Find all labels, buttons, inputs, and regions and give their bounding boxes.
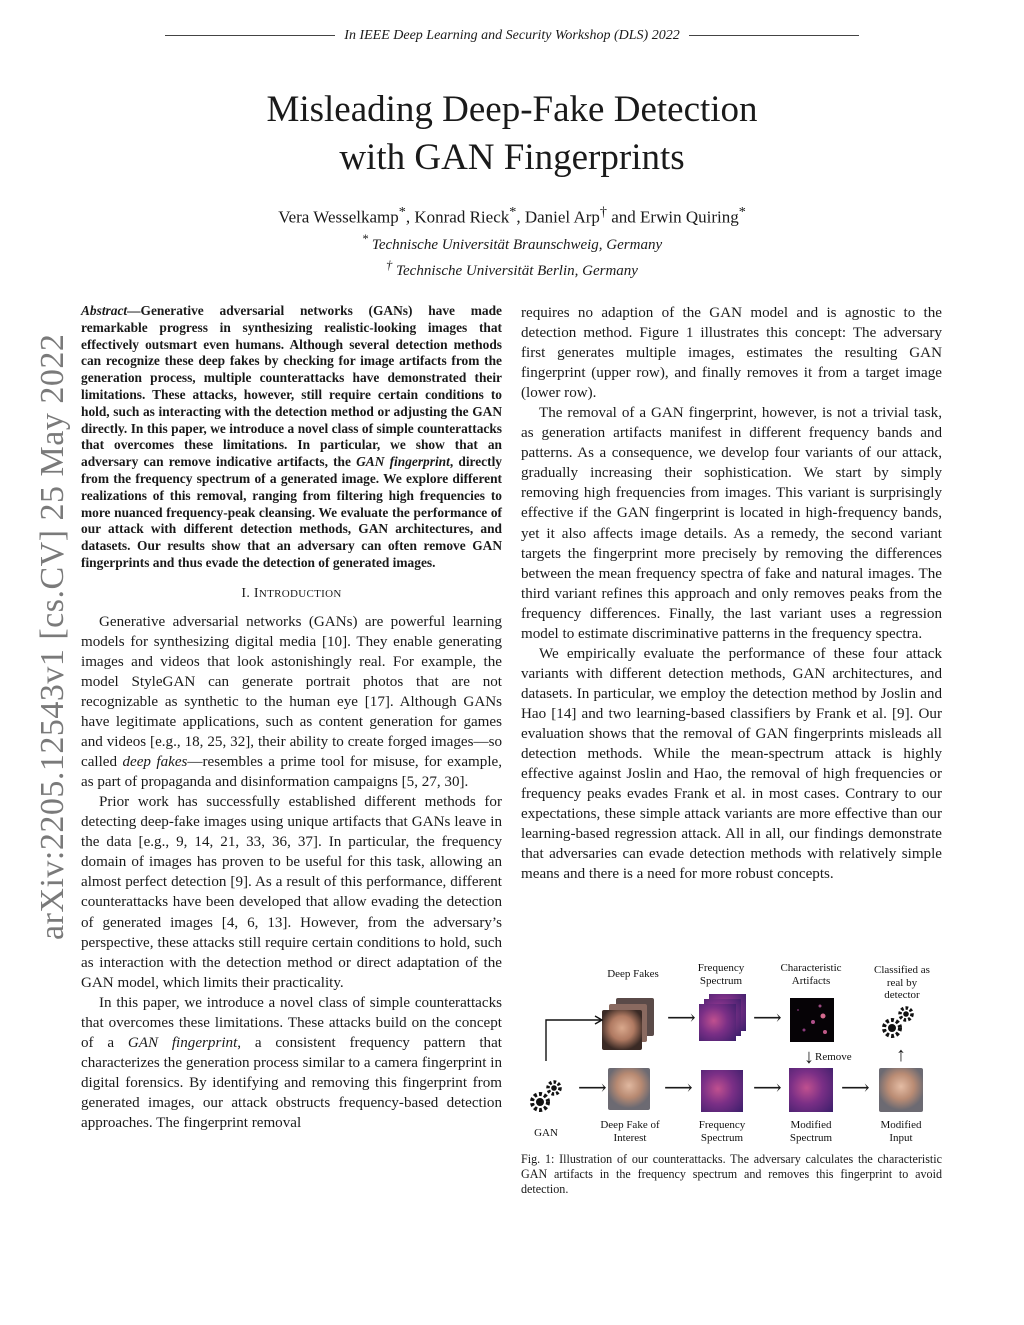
author-block xyxy=(0,201,1024,281)
arxiv-watermark: arXiv:2205.12543v1 [cs.CV] 25 May 2022 xyxy=(34,333,71,940)
author-2-mark: * xyxy=(509,204,517,220)
right-paragraph-1: requires no adaption of the GAN model and is agnostic to the detection method. Figure 1 illustrates this concept: The adversary first generates multiple images, estimates the resulting GAN fingerprint (upper row), and finally removes it from a target image (lower row). xyxy=(521,305,942,402)
abstract-text: —Generative adversarial networks (GANs) have made remarkable progress in synthesizing realistic-looking images that effectively outsmart even humans. Although several detection methods can recognize these deep fakes by checking for image artifacts from the generation process, multiple counterattacks have demonstrated their limitations. These attacks, however, still require certain conditions to hold, such as interacting with the detection method or adjusting the GAN directly. In this paper, we introduce a novel class of simple counterattacks that overcomes these limitations. In particular, we show that an adversary can remove indicative artifacts, the xyxy=(81,303,502,470)
artifact-map xyxy=(790,998,834,1042)
affiliation-2 xyxy=(0,255,1024,281)
intro-p3-text: In this paper, we introduce a novel class of simple counterattacks that overcomes these limitations. These attacks build on the concept of a xyxy=(81,994,502,1051)
running-header xyxy=(0,28,1024,44)
gan-gear-icon xyxy=(527,1076,567,1116)
section-heading-introduction xyxy=(81,584,502,604)
label-gan: GAN xyxy=(534,1127,558,1139)
aff-1-mark: * xyxy=(361,231,369,246)
arrow-bottom-1: ⟶ xyxy=(578,1077,607,1099)
intro-paragraph-1 xyxy=(81,612,502,792)
abstract xyxy=(81,303,502,572)
spectrum-bottom xyxy=(701,1070,743,1112)
section-rest: NTRODUCTION xyxy=(258,587,342,600)
abstract-emphasis: GAN fingerprint xyxy=(356,454,450,470)
section-first-letter: I xyxy=(253,585,259,601)
author-2: Konrad Rieck xyxy=(414,207,510,227)
section-number: I. xyxy=(241,585,254,601)
abstract-text-2: , directly from the frequency spectrum of a generated image. We explore different realizations of this removal, ranging from filtering high frequencies to more nuanced frequency-peak cleansing. We evaluate the performance of our attack with different detection methods, GAN architectures, and datasets. Our results show that an adversary can often remove GAN fingerprints and thus evade the detection of generated images. xyxy=(81,454,502,570)
author-3-mark: † xyxy=(599,204,607,220)
aff-1-text: Technische Universität Braunschweig, Germany xyxy=(371,236,663,253)
affiliation-1 xyxy=(0,229,1024,255)
modified-spectrum xyxy=(789,1068,833,1112)
arrow-bottom-4: ⟶ xyxy=(841,1077,870,1099)
header-text: In IEEE Deep Learning and Security Workshop (DLS) 2022 xyxy=(344,28,680,43)
author-list: Vera Wesselkamp*, Konrad Rieck*, Daniel Arp† and Erwin Quiring* xyxy=(278,204,746,227)
label-modified-spectrum: Modified Spectrum xyxy=(789,1119,833,1144)
label-modified-input: Modified Input xyxy=(880,1119,922,1144)
arrow-bottom-2: ⟶ xyxy=(664,1077,693,1099)
right-paragraph-2: The removal of a GAN fingerprint, however, is not a trivial task, as generation artifacts manifest in different frequency bands and patterns. As a consequence, we develop four variants of our attack, gradually increasing their sophistication. We start by simply removing high frequencies from images. This variant is surprisingly effective if the GAN fingerprint is located in high-frequency bands, yet it also affects image details. As a remedy, the second variant targets the fingerprint more precisely by removing the differences between the mean frequency spectra of fake and natural images. The third variant refines this approach and only removes peaks from the frequency differences. Finally, the last variant uses a regression model to estimate discriminative patterns in the frequency spectra. xyxy=(521,405,942,642)
header-rule-right xyxy=(689,35,859,36)
author-3: Daniel Arp xyxy=(524,207,600,227)
arrow-top-2: ⟶ xyxy=(753,1007,782,1029)
author-4: Erwin Quiring xyxy=(640,207,739,227)
aff-2-mark: † xyxy=(386,257,393,272)
label-remove: Remove xyxy=(815,1051,852,1063)
label-deep-fakes: Deep Fakes xyxy=(607,968,659,980)
title-line-2: with GAN Fingerprints xyxy=(339,137,685,178)
arrow-up-detector: ↑ xyxy=(896,1044,906,1066)
intro-p3-text-2: , a consistent frequency pattern that characterizes the generation process similar to a camera fingerprint in digital forensics. By identifying and removing this fingerprint from generated images, our attack obstructs frequency-based detection approaches. The fingerprint removal xyxy=(81,1034,502,1131)
label-frequency-spectrum-top: Frequency Spectrum xyxy=(697,962,745,987)
intro-p3-emphasis: GAN fingerprint xyxy=(127,1034,238,1051)
gan-connector xyxy=(539,1015,609,1065)
arrow-top-1: ⟶ xyxy=(667,1007,696,1029)
figure-caption: Fig. 1: Illustration of our counterattacks. The adversary calculates the characteristic GAN artifacts in the frequency spectrum and removes this fingerprint to avoid detection. xyxy=(521,1152,942,1197)
intro-paragraph-2: Prior work has successfully established different methods for detecting deep-fake images using unique artifacts that GANs leave in the data [e.g., 9, 14, 21, 33, 36, 37]. In particular, the frequency domain of images has proven to be useful for this task, allowing an almost perfect detection [9]. As a result of this performance, different counterattacks have been developed that allow evading the detection of generated images [4, 6, 13]. However, from the adversary’s perspective, these attacks still require certain conditions to hold, such as interaction with the detection method or direct adaptation of the GAN model, which limits their practicality. xyxy=(81,794,502,991)
figure-1 xyxy=(521,955,942,1155)
gear-icon xyxy=(879,1002,919,1042)
header-rule-left xyxy=(165,35,335,36)
artifact-dots xyxy=(790,998,834,1042)
right-column xyxy=(521,303,942,884)
author-4-mark: * xyxy=(738,204,746,220)
intro-p1-text: Generative adversarial networks (GANs) are powerful learning models for synthesizing digital media [10]. They enable generating images and videos that look astonishingly real. For example, the model StyleGAN can generate portrait photos that are not recognizable as synthetic to the human eye [17]. Although GANs have legitimate applications, such as content generation for games and videos [e.g., 18, 25, 32], their ability to create forged images—so called xyxy=(81,613,502,771)
author-1: Vera Wesselkamp xyxy=(278,207,399,227)
spectrum-stack-1 xyxy=(699,1004,736,1041)
arrow-down-remove: ↓ xyxy=(804,1046,814,1068)
paper-title xyxy=(0,86,1024,182)
modified-input-face xyxy=(879,1068,923,1112)
title-line-1: Misleading Deep-Fake Detection xyxy=(266,89,758,130)
intro-paragraph-3 xyxy=(81,993,502,1133)
deep-fake-interest-face xyxy=(608,1068,650,1110)
right-paragraph-3: We empirically evaluate the performance of these four attack variants with different detection methods, GAN architectures, and datasets. In particular, we employ the detection method by Joslin and Hao [14] and two learning-based classifiers by Frank et al. [9]. Our evaluation shows that the removal of GAN fingerprints misleads all detection methods. While the mean-spectrum attack is highly effective against Joslin and Hao, the removal of high frequencies or frequency peaks evades Frank et al. in most cases. Contrary to our expectations, these simple attack variants are more effective than our learning-based regression attack. All in all, our findings demonstrate that adversaries can evade detection methods with relatively simple means and there is a need for more robust concepts. xyxy=(521,645,942,883)
label-classified-real: Classified as real by detector xyxy=(874,964,930,1001)
aff-2-text: Technische Universität Berlin, Germany xyxy=(396,262,638,279)
label-deep-fake-interest: Deep Fake of Interest xyxy=(600,1119,660,1144)
author-1-mark: * xyxy=(398,204,406,220)
intro-p1-text-2: —resembles a prime tool for misuse, for example, as part of propaganda and disinformation campaigns [5, 27, 30]. xyxy=(81,754,503,791)
abstract-label: Abstract xyxy=(81,303,128,318)
arrow-bottom-3: ⟶ xyxy=(753,1077,782,1099)
label-frequency-spectrum-bottom: Frequency Spectrum xyxy=(698,1119,746,1144)
intro-p1-emphasis: deep fakes xyxy=(122,754,188,771)
left-column xyxy=(81,303,502,1133)
label-characteristic-artifacts: Characteristic Artifacts xyxy=(780,962,842,987)
